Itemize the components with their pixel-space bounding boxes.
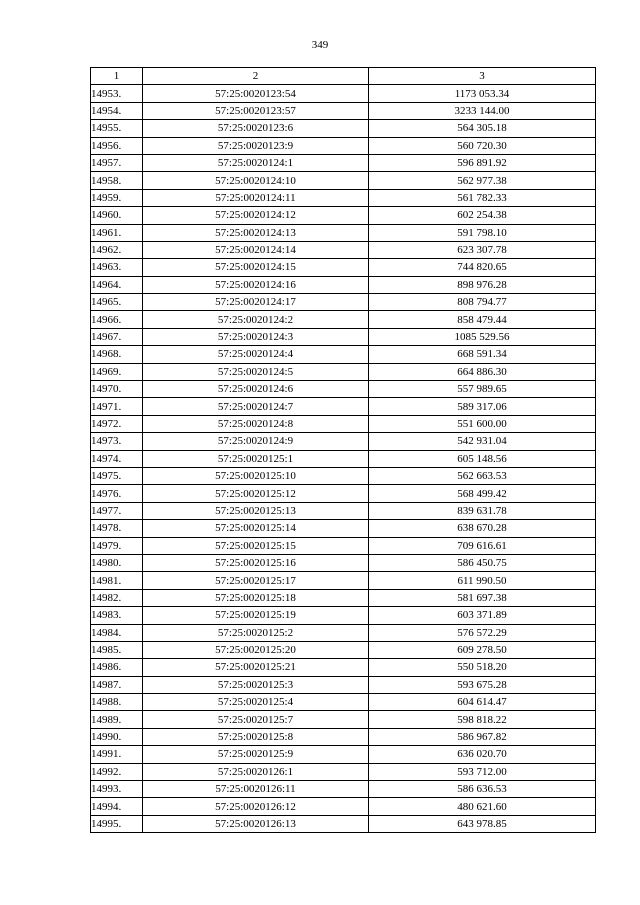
- table-row: [91, 572, 596, 589]
- cadastral-number: 57:25:0020125:12: [143, 485, 369, 502]
- table-row: [91, 798, 596, 815]
- table-row: [91, 589, 596, 606]
- row-number: 14960.: [91, 207, 143, 224]
- cadastral-value: 598 818.22: [369, 711, 596, 728]
- cadastral-number: 57:25:0020124:7: [143, 398, 369, 415]
- cadastral-number: 57:25:0020123:9: [143, 137, 369, 154]
- cadastral-number: 57:25:0020125:4: [143, 694, 369, 711]
- cadastral-number: 57:25:0020125:17: [143, 572, 369, 589]
- cadastral-value-table: [90, 67, 596, 833]
- row-number: 14978.: [91, 520, 143, 537]
- cadastral-number: 57:25:0020126:1: [143, 763, 369, 780]
- cadastral-number: 57:25:0020124:9: [143, 433, 369, 450]
- cadastral-number: 57:25:0020124:4: [143, 346, 369, 363]
- row-number: 14981.: [91, 572, 143, 589]
- table-row: [91, 381, 596, 398]
- row-number: 14990.: [91, 728, 143, 745]
- table-row: [91, 694, 596, 711]
- row-number: 14976.: [91, 485, 143, 502]
- table-row: [91, 728, 596, 745]
- table-row: [91, 763, 596, 780]
- table-row: [91, 154, 596, 171]
- cadastral-number: 57:25:0020125:2: [143, 624, 369, 641]
- cadastral-value: 643 978.85: [369, 815, 596, 832]
- cadastral-number: 57:25:0020125:1: [143, 450, 369, 467]
- cadastral-number: 57:25:0020125:15: [143, 537, 369, 554]
- table-row: [91, 711, 596, 728]
- row-number: 14982.: [91, 589, 143, 606]
- table-row: [91, 137, 596, 154]
- column-header-2: 2: [143, 68, 369, 85]
- table-row: [91, 781, 596, 798]
- row-number: 14967.: [91, 328, 143, 345]
- cadastral-value: 668 591.34: [369, 346, 596, 363]
- cadastral-value: 591 798.10: [369, 224, 596, 241]
- cadastral-number: 57:25:0020123:54: [143, 85, 369, 102]
- cadastral-value: 709 616.61: [369, 537, 596, 554]
- cadastral-number: 57:25:0020125:9: [143, 746, 369, 763]
- row-number: 14984.: [91, 624, 143, 641]
- table-row: [91, 346, 596, 363]
- cadastral-number: 57:25:0020125:10: [143, 467, 369, 484]
- row-number: 14995.: [91, 815, 143, 832]
- cadastral-number: 57:25:0020126:13: [143, 815, 369, 832]
- row-number: 14988.: [91, 694, 143, 711]
- cadastral-number: 57:25:0020126:12: [143, 798, 369, 815]
- cadastral-value: 550 518.20: [369, 659, 596, 676]
- table-row: [91, 485, 596, 502]
- cadastral-value: 744 820.65: [369, 259, 596, 276]
- cadastral-value: 581 697.38: [369, 589, 596, 606]
- table-row: [91, 520, 596, 537]
- table-row: [91, 502, 596, 519]
- cadastral-value: 604 614.47: [369, 694, 596, 711]
- table-row: [91, 659, 596, 676]
- cadastral-number: 57:25:0020124:5: [143, 363, 369, 380]
- cadastral-value: 623 307.78: [369, 241, 596, 258]
- row-number: 14953.: [91, 85, 143, 102]
- table-row: [91, 102, 596, 119]
- cadastral-value: 560 720.30: [369, 137, 596, 154]
- table-row: [91, 676, 596, 693]
- table-row: [91, 450, 596, 467]
- cadastral-value: 602 254.38: [369, 207, 596, 224]
- cadastral-value: 636 020.70: [369, 746, 596, 763]
- table-row: [91, 224, 596, 241]
- row-number: 14968.: [91, 346, 143, 363]
- cadastral-number: 57:25:0020125:18: [143, 589, 369, 606]
- row-number: 14964.: [91, 276, 143, 293]
- row-number: 14955.: [91, 120, 143, 137]
- row-number: 14992.: [91, 763, 143, 780]
- cadastral-value: 605 148.56: [369, 450, 596, 467]
- row-number: 14959.: [91, 189, 143, 206]
- row-number: 14961.: [91, 224, 143, 241]
- table-row: [91, 607, 596, 624]
- table-row: [91, 398, 596, 415]
- cadastral-number: 57:25:0020125:20: [143, 641, 369, 658]
- table-row: [91, 641, 596, 658]
- row-number: 14975.: [91, 467, 143, 484]
- table-row: [91, 537, 596, 554]
- column-header-1: 1: [91, 68, 143, 85]
- cadastral-number: 57:25:0020124:17: [143, 294, 369, 311]
- cadastral-number: 57:25:0020125:19: [143, 607, 369, 624]
- table-row: [91, 189, 596, 206]
- table-row: [91, 120, 596, 137]
- row-number: 14980.: [91, 554, 143, 571]
- row-number: 14987.: [91, 676, 143, 693]
- cadastral-value: 611 990.50: [369, 572, 596, 589]
- table-row: [91, 815, 596, 832]
- cadastral-value: 596 891.92: [369, 154, 596, 171]
- table-row: [91, 363, 596, 380]
- cadastral-number: 57:25:0020123:6: [143, 120, 369, 137]
- cadastral-number: 57:25:0020124:11: [143, 189, 369, 206]
- cadastral-value: 561 782.33: [369, 189, 596, 206]
- table-row: [91, 415, 596, 432]
- row-number: 14993.: [91, 781, 143, 798]
- table-row: [91, 311, 596, 328]
- table-row: [91, 294, 596, 311]
- row-number: 14989.: [91, 711, 143, 728]
- row-number: 14972.: [91, 415, 143, 432]
- cadastral-value: 664 886.30: [369, 363, 596, 380]
- column-header-3: 3: [369, 68, 596, 85]
- row-number: 14983.: [91, 607, 143, 624]
- row-number: 14957.: [91, 154, 143, 171]
- cadastral-number: 57:25:0020125:3: [143, 676, 369, 693]
- cadastral-value: 586 967.82: [369, 728, 596, 745]
- table-row: [91, 172, 596, 189]
- cadastral-value: 593 675.28: [369, 676, 596, 693]
- row-number: 14986.: [91, 659, 143, 676]
- cadastral-value: 609 278.50: [369, 641, 596, 658]
- table-header-row: [91, 68, 596, 85]
- table-row: [91, 241, 596, 258]
- cadastral-value: 586 450.75: [369, 554, 596, 571]
- cadastral-number: 57:25:0020124:8: [143, 415, 369, 432]
- table-row: [91, 259, 596, 276]
- cadastral-number: 57:25:0020124:2: [143, 311, 369, 328]
- row-number: 14970.: [91, 381, 143, 398]
- row-number: 14963.: [91, 259, 143, 276]
- cadastral-value: 586 636.53: [369, 781, 596, 798]
- table-row: [91, 276, 596, 293]
- cadastral-number: 57:25:0020124:16: [143, 276, 369, 293]
- cadastral-number: 57:25:0020124:3: [143, 328, 369, 345]
- cadastral-value: 638 670.28: [369, 520, 596, 537]
- cadastral-value: 593 712.00: [369, 763, 596, 780]
- cadastral-value: 839 631.78: [369, 502, 596, 519]
- row-number: 14954.: [91, 102, 143, 119]
- row-number: 14956.: [91, 137, 143, 154]
- cadastral-value: 858 479.44: [369, 311, 596, 328]
- row-number: 14977.: [91, 502, 143, 519]
- table-row: [91, 554, 596, 571]
- cadastral-value: 557 989.65: [369, 381, 596, 398]
- cadastral-number: 57:25:0020124:6: [143, 381, 369, 398]
- cadastral-number: 57:25:0020124:12: [143, 207, 369, 224]
- table-row: [91, 207, 596, 224]
- cadastral-number: 57:25:0020125:7: [143, 711, 369, 728]
- cadastral-number: 57:25:0020123:57: [143, 102, 369, 119]
- cadastral-value: 551 600.00: [369, 415, 596, 432]
- cadastral-number: 57:25:0020126:11: [143, 781, 369, 798]
- cadastral-value: 480 621.60: [369, 798, 596, 815]
- cadastral-number: 57:25:0020125:8: [143, 728, 369, 745]
- table-row: [91, 85, 596, 102]
- row-number: 14958.: [91, 172, 143, 189]
- cadastral-value: 808 794.77: [369, 294, 596, 311]
- row-number: 14965.: [91, 294, 143, 311]
- cadastral-value: 542 931.04: [369, 433, 596, 450]
- table-row: [91, 467, 596, 484]
- table-row: [91, 433, 596, 450]
- cadastral-value: 1173 053.34: [369, 85, 596, 102]
- cadastral-number: 57:25:0020124:13: [143, 224, 369, 241]
- row-number: 14994.: [91, 798, 143, 815]
- cadastral-number: 57:25:0020124:14: [143, 241, 369, 258]
- table-body: [91, 85, 596, 833]
- row-number: 14962.: [91, 241, 143, 258]
- row-number: 14973.: [91, 433, 143, 450]
- cadastral-number: 57:25:0020125:14: [143, 520, 369, 537]
- row-number: 14979.: [91, 537, 143, 554]
- row-number: 14974.: [91, 450, 143, 467]
- cadastral-value: 3233 144.00: [369, 102, 596, 119]
- row-number: 14985.: [91, 641, 143, 658]
- cadastral-value: 568 499.42: [369, 485, 596, 502]
- cadastral-value: 576 572.29: [369, 624, 596, 641]
- cadastral-value: 564 305.18: [369, 120, 596, 137]
- cadastral-value: 562 663.53: [369, 467, 596, 484]
- cadastral-value: 1085 529.56: [369, 328, 596, 345]
- row-number: 14971.: [91, 398, 143, 415]
- cadastral-number: 57:25:0020124:10: [143, 172, 369, 189]
- cadastral-value: 589 317.06: [369, 398, 596, 415]
- table-row: [91, 328, 596, 345]
- page-number: 349: [311, 39, 329, 51]
- table-row: [91, 624, 596, 641]
- cadastral-value: 603 371.89: [369, 607, 596, 624]
- cadastral-number: 57:25:0020124:1: [143, 154, 369, 171]
- cadastral-number: 57:25:0020125:16: [143, 554, 369, 571]
- cadastral-value: 898 976.28: [369, 276, 596, 293]
- table-row: [91, 746, 596, 763]
- row-number: 14991.: [91, 746, 143, 763]
- cadastral-number: 57:25:0020124:15: [143, 259, 369, 276]
- row-number: 14966.: [91, 311, 143, 328]
- cadastral-value: 562 977.38: [369, 172, 596, 189]
- row-number: 14969.: [91, 363, 143, 380]
- cadastral-number: 57:25:0020125:21: [143, 659, 369, 676]
- cadastral-number: 57:25:0020125:13: [143, 502, 369, 519]
